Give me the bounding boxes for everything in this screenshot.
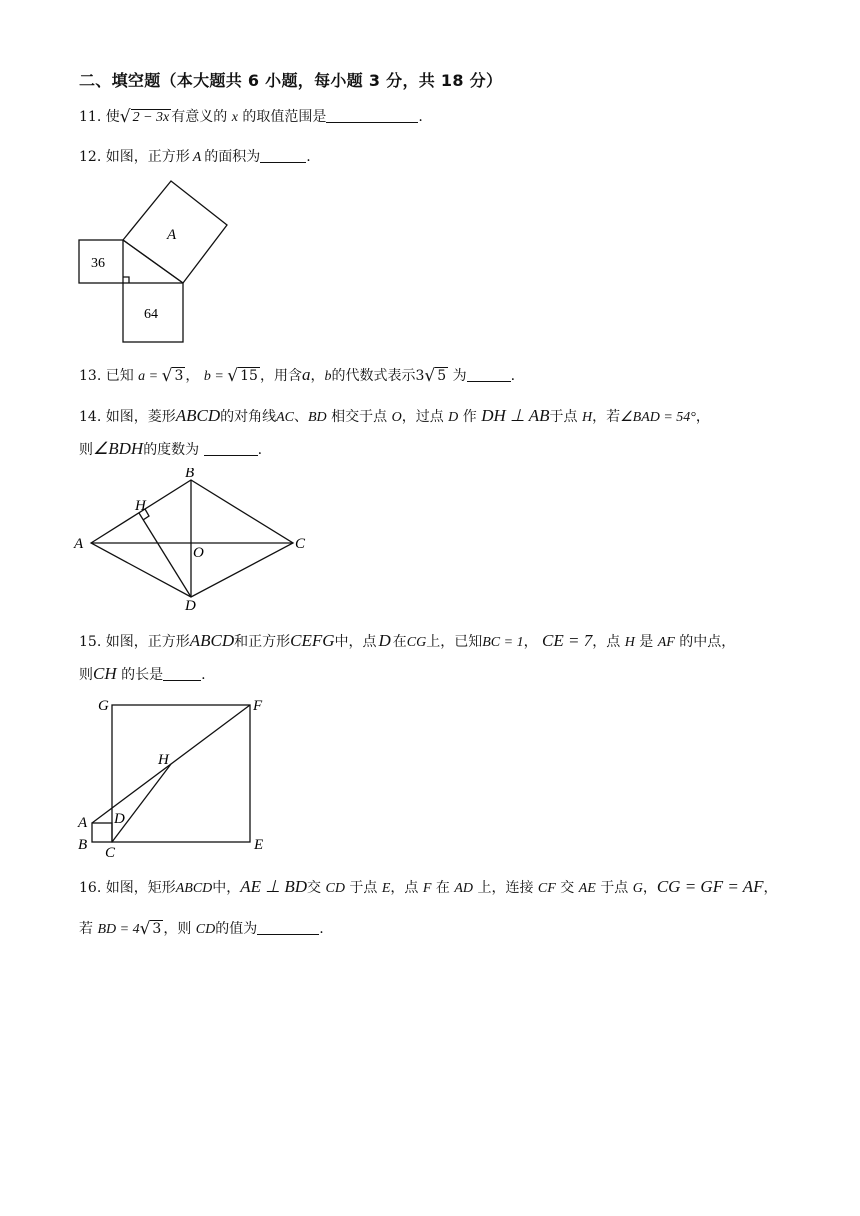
label-a: A [74,536,84,552]
question-13: 13. 已知 a = √ 3 ， b = √ 15 ，用含a，b的代数式表示3√ 5 为 . [79,365,516,386]
label-e: E [254,837,264,853]
label-c: C [105,845,116,861]
square-cefg [112,705,250,842]
figure-rhombus [72,468,312,613]
question-15-line-1: 15. 如图，正方形ABCD和正方形CEFG中，点 D 在CG上，已知BC = 1， CE = 7，点 H 是 AF 的中点， [79,631,736,650]
section-heading: 二、填空题（本大题共 6 小题，每小题 3 分，共 18 分） [79,71,503,90]
question-14-line-1: 14. 如图，菱形ABCD的对角线AC、BD 相交于点 O，过点 D 作 DH ⊥ AB于点 H，若∠BAD = 54°， [79,406,710,425]
segment-dh [139,513,191,597]
label-h: H [158,752,169,768]
label-d: D [114,811,125,827]
answer-blank[interactable] [467,367,511,382]
square-abcd [92,823,112,842]
question-16-line-2: 若 BD = 4√ 3 ，则 CD的值为 . [79,919,324,939]
label-b: B [185,468,195,481]
label-f: F [253,698,263,714]
answer-blank[interactable] [163,666,201,681]
label-g: G [98,698,109,714]
question-16-line-1: 16. 如图，矩形ABCD中，AE ⊥ BD交 CD 于点 E，点 F 在 AD 上，连接 CF 交 AE 于点 G，CG = GF = AF， [79,877,778,896]
triangle-hypotenuse [123,240,183,283]
label-a: A [167,227,177,243]
question-12: 12. 如图，正方形 A 的面积为 . [79,149,311,165]
label-c: C [295,536,306,552]
figure-two-squares [72,692,282,864]
right-angle-mark [123,277,129,283]
label-o: O [193,545,204,561]
rhombus-abcd [91,480,293,597]
label-64: 64 [144,307,158,322]
answer-blank[interactable] [257,920,319,935]
question-14-line-2: 则∠BDH的度数为 . [79,439,263,458]
figure-squares-pythagoras [70,175,240,350]
answer-blank[interactable] [204,441,258,456]
answer-blank[interactable] [260,148,306,163]
question-11: 11. 使√ 2 − 3x 有意义的 x 的取值范围是 . [79,107,423,127]
question-15-line-2: 则CH 的长是 . [79,664,206,683]
label-a: A [78,815,88,831]
label-b: B [78,837,88,853]
answer-blank[interactable] [326,108,418,123]
segment-ch [112,764,171,842]
label-36: 36 [91,256,105,271]
label-h: H [135,498,146,514]
label-d: D [185,598,196,613]
sqrt-expression: √ 2 − 3x [119,107,170,127]
